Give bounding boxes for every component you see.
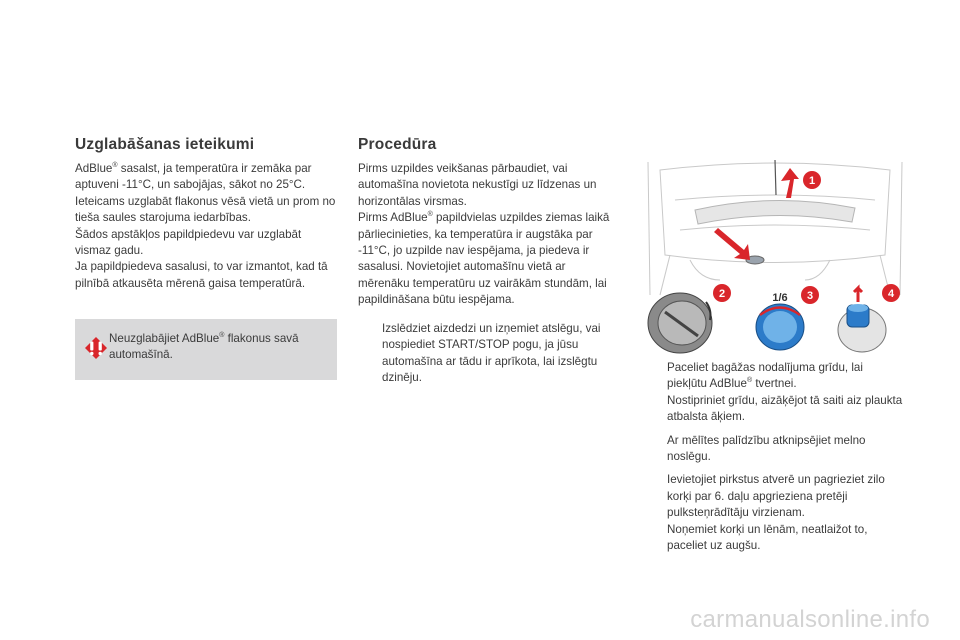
text-span: tvertnei.	[752, 377, 797, 391]
storage-advice-paragraph-1	[75, 161, 337, 227]
list-item	[643, 472, 905, 521]
warning-exclamation-icon	[84, 336, 108, 360]
trunk-outline	[648, 162, 902, 295]
registered-mark: ®	[219, 332, 225, 339]
list-item	[358, 321, 620, 387]
step-badge-1	[803, 171, 821, 189]
badge-label: 1	[808, 175, 816, 187]
step-badge-3	[801, 286, 819, 304]
bullet-text: Ievietojiet pirkstus atverē un pagrieziet zilo korķi par 6. daļu apgrieziena pretēji pulksteņrādītāju virzienam.	[667, 473, 885, 520]
bullet-text: Ar mēlītes palīdzību atknipsējiet melno noslēgu.	[667, 433, 866, 464]
rotation-step-label: 1/6	[772, 292, 788, 304]
right-bullet-list	[643, 360, 905, 561]
bullet-text: Izslēdziet aizdedzi un izņemiet atslēgu, vai nospiediet START/STOP pogu, ja jūsu automašīna ar tādu ir aprīkota, lai izslēgtu dzinēju.	[382, 322, 601, 385]
procedure-section	[358, 136, 620, 309]
trunk-illustration	[640, 160, 910, 360]
text-span: AdBlue	[75, 162, 113, 175]
registered-mark: ®	[746, 377, 753, 385]
badge-label: 4	[887, 288, 895, 300]
step-badge-4	[882, 284, 900, 302]
badge-label: 2	[718, 288, 726, 300]
list-item	[643, 433, 905, 466]
text-span: sasalst, ja temperatūra ir zemāka par aptuveni -11°C, un sabojājas, sākot no 25°C. Ieteicams uzglabāt flakonus vēsā vietā un prom no tieša saules starojuma iedarbības.	[75, 162, 336, 225]
registered-mark: ®	[112, 162, 118, 169]
storage-advice-section	[75, 136, 337, 292]
warning-text	[109, 331, 329, 364]
storage-advice-paragraph-3: Ja papildpiedeva sasalusi, to var izmantot, kad tā pilnībā atkausēta mērenā gaisa temperatūrā.	[75, 260, 328, 290]
list-item	[643, 360, 905, 426]
procedure-heading: Procedūra	[358, 136, 437, 153]
watermark: carmanualsonline.info	[690, 606, 930, 633]
procedure-paragraph-1: Pirms uzpildes veikšanas pārbaudiet, vai automašīna novietota nekustīgi uz līdzenas un horizontālas virsmas.	[358, 162, 597, 208]
procedure-bullet-list	[358, 321, 620, 387]
storage-advice-paragraph-2: Šādos apstākļos papildpiedevu var uzglabāt vismaz gadu.	[75, 227, 302, 258]
text-span: Nostipriniet grīdu, aizāķējot tā saiti aiz plaukta atbalsta āķiem.	[667, 393, 903, 424]
text-span: Pirms AdBlue	[358, 211, 428, 225]
text-span: Neuzglabājiet AdBlue	[109, 332, 220, 345]
list-item	[643, 522, 905, 555]
storage-advice-heading: Uzglabāšanas ieteikumi	[75, 136, 255, 153]
text-span: flakonus savā automašīnā.	[109, 332, 299, 362]
badge-label: 3	[806, 290, 814, 302]
step-badge-2	[713, 284, 731, 302]
bullet-text: Noņemiet korķi un lēnām, neatlaižot to, paceliet uz augšu.	[667, 522, 868, 553]
warning-box	[75, 319, 337, 380]
registered-mark: ®	[427, 211, 433, 219]
text-span: Paceliet bagāžas nodalījuma grīdu, lai piekļūtu AdBlue	[667, 361, 863, 391]
procedure-paragraph-2	[358, 210, 620, 308]
text-span: papildvielas uzpildes ziemas laikā pārliecinieties, ka temperatūra ir augstāka par -11°C, jo uzpilde nav iespējama, ja piedeva ir sasalusi. Novietojiet automašīnu vietā ar mērenāku temperatūru uz vairākām stundām, lai papildināšana būtu iespējama.	[358, 211, 610, 307]
